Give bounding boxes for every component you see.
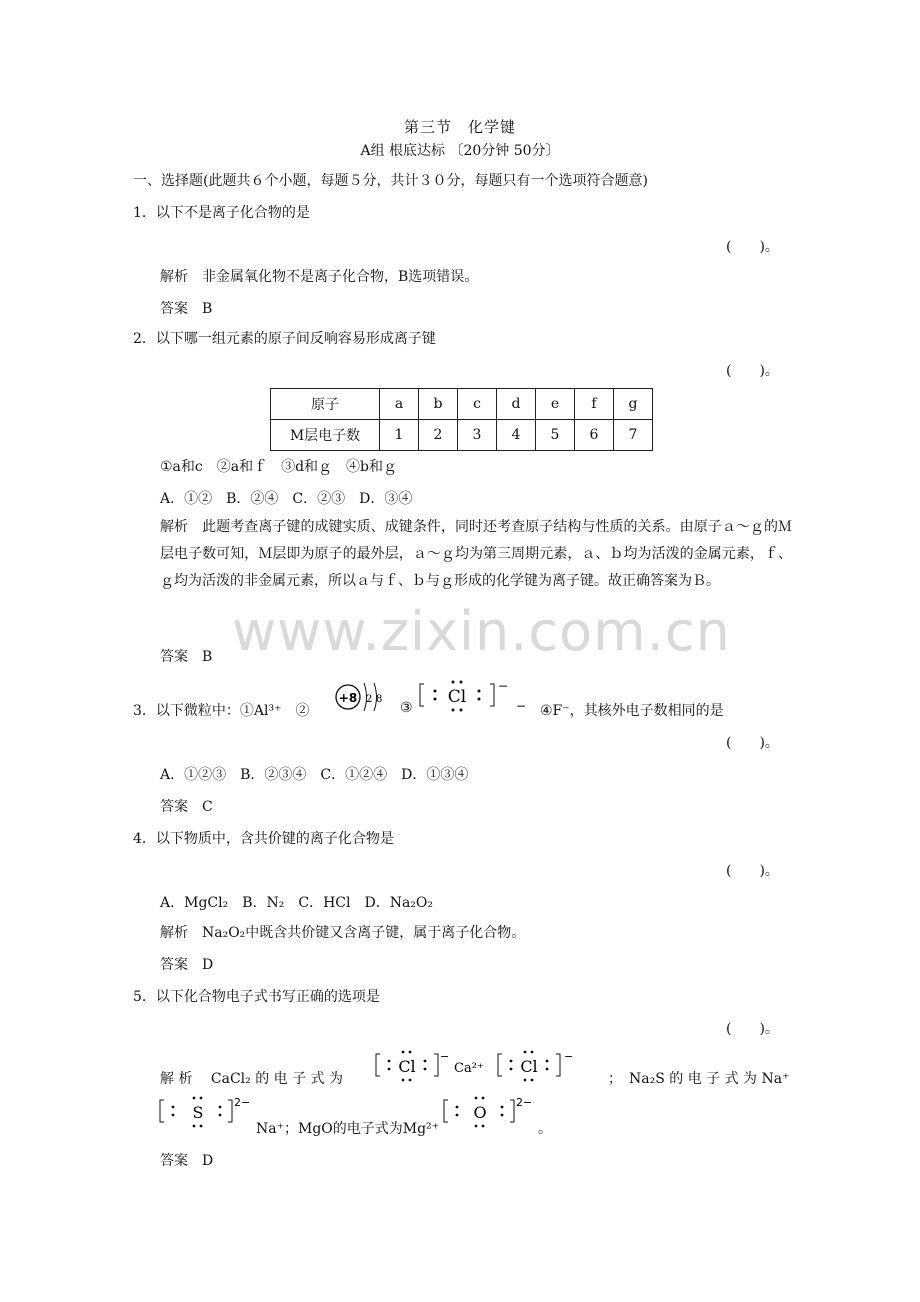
question-4-stem: 4．以下物质中，含共价键的离子化合物是 (133, 831, 394, 847)
table-cell: 4 (497, 420, 536, 451)
charge-label: 2− (234, 1096, 251, 1109)
table-cell: 5 (536, 420, 575, 451)
chlorine-symbol: Cl (447, 687, 467, 707)
charge-label: − (564, 1050, 574, 1063)
table-cell: 3 (458, 420, 497, 451)
charge-label: − (498, 679, 509, 693)
question-4-answer: 答案 D (160, 957, 214, 973)
question-2-options: A．①② B．②④ C．②③ D．③④ (160, 491, 413, 507)
answer-paren: ( )。 (726, 863, 779, 879)
question-3-options: A．①②③ B．②③④ C．①②④ D．①③④ (160, 767, 469, 783)
table-header-cell: M层电子数 (271, 420, 380, 451)
oxide-ion-structure-diagram (334, 680, 386, 716)
shell-1-count: 2 (366, 694, 373, 705)
answer-paren: ( )。 (726, 735, 779, 751)
table-cell: 1 (380, 420, 419, 451)
table-cell: f (575, 389, 614, 420)
question-2-answer: 答案 B (160, 649, 213, 665)
question-5-answer: 答案 D (160, 1153, 214, 1169)
table-cell: 2 (419, 420, 458, 451)
table-cell: 7 (614, 420, 653, 451)
calcium-ion: Ca²⁺ (454, 1061, 484, 1076)
question-3-stem-prefix: 3．以下微粒中：①Al³⁺ ② (133, 703, 310, 719)
oxide-lewis-structure (442, 1092, 542, 1132)
sulfide-lewis-structure (158, 1092, 258, 1132)
sentence-period: 。 (538, 1121, 552, 1137)
charge-label: − (516, 699, 527, 713)
table-row (271, 389, 653, 420)
question-2-analysis: 解析 此题考查离子键的成键实质、成键条件，同时还考查原子结构与性质的关系。由原子ａ～ｇ的Ｍ层电子数可知，Ｍ层即为原子的最外层，ａ～ｇ均为第三周期元素，ａ、ｂ均为活泼的金属元素，ｆ、ｇ均为活泼的非金属元素，所以ａ与ｆ、ｂ与ｇ形成的化学键为离子键。故正确答案为Ｂ。 (160, 519, 792, 589)
question-3-stem-suffix: ④F⁻，其核外电子数相同的是 (540, 703, 724, 719)
table-cell: d (497, 389, 536, 420)
sulfur-symbol: S (192, 1103, 204, 1122)
answer-paren: ( )。 (726, 363, 779, 379)
chloride-lewis-structure (418, 676, 528, 716)
nucleus-label: +8 (338, 691, 358, 705)
chlorine-symbol: Cl (520, 1057, 538, 1076)
table-cell: e (536, 389, 575, 420)
question-4-analysis: 解析 Na₂O₂中既含共价键又含离子键，属于离子化合物。 (160, 925, 526, 941)
question-3-answer: 答案 C (160, 799, 213, 815)
chlorine-symbol: Cl (398, 1057, 416, 1076)
question-1-stem: 1．以下不是离子化合物的是 (133, 205, 310, 221)
charge-label: 2− (516, 1096, 533, 1109)
shell-2-count: 8 (376, 694, 383, 705)
table-cell: b (419, 389, 458, 420)
charge-label: − (440, 1050, 450, 1063)
question-2-combos: ①a和c ②a和ｆ ③d和ｇ ④b和ｇ (160, 459, 398, 475)
question-5-stem: 5．以下化合物电子式书写正确的选项是 (133, 989, 380, 1005)
question-5-analysis-part-a: 解 析 CaCl₂ 的 电 子 式 为 (160, 1071, 344, 1087)
oxygen-symbol: O (473, 1103, 487, 1122)
table-cell: g (614, 389, 653, 420)
item-3-label: ③ (400, 700, 413, 716)
table-cell: 6 (575, 420, 614, 451)
section-heading: 一、选择题(此题共６个小题，每题５分，共计３０分，每题只有一个选项符合题意) (133, 173, 648, 189)
page-subtitle: A组 根底达标 〔20分钟 50分〕 (360, 143, 560, 159)
table-cell: c (458, 389, 497, 420)
question-4-options: A．MgCl₂ B．N₂ C．HCl D．Na₂O₂ (160, 895, 433, 911)
question-2-stem: 2．以下哪一组元素的原子间反响容易形成离子键 (133, 331, 436, 347)
answer-paren: ( )。 (726, 239, 779, 255)
page-title: 第三节 化学键 (403, 118, 516, 136)
electron-table (270, 388, 653, 451)
answer-paren: ( )。 (726, 1021, 779, 1037)
table-row (271, 420, 653, 451)
watermark: www.zixin.com.cn (232, 600, 731, 663)
table-header-cell: 原子 (271, 389, 380, 420)
question-1-answer: 答案 B (160, 301, 213, 317)
question-5-analysis-part-b: ； Na₂S 的 电 子 式 为 Na⁺ (608, 1071, 790, 1087)
question-1-analysis: 解析 非金属氧化物不是离子化合物，B选项错误。 (160, 269, 479, 285)
cacl2-lewis-structure (374, 1046, 594, 1086)
table-cell: a (380, 389, 419, 420)
question-5-analysis-part-c: Na⁺；MgO的电子式为Mg²⁺ (256, 1121, 440, 1137)
